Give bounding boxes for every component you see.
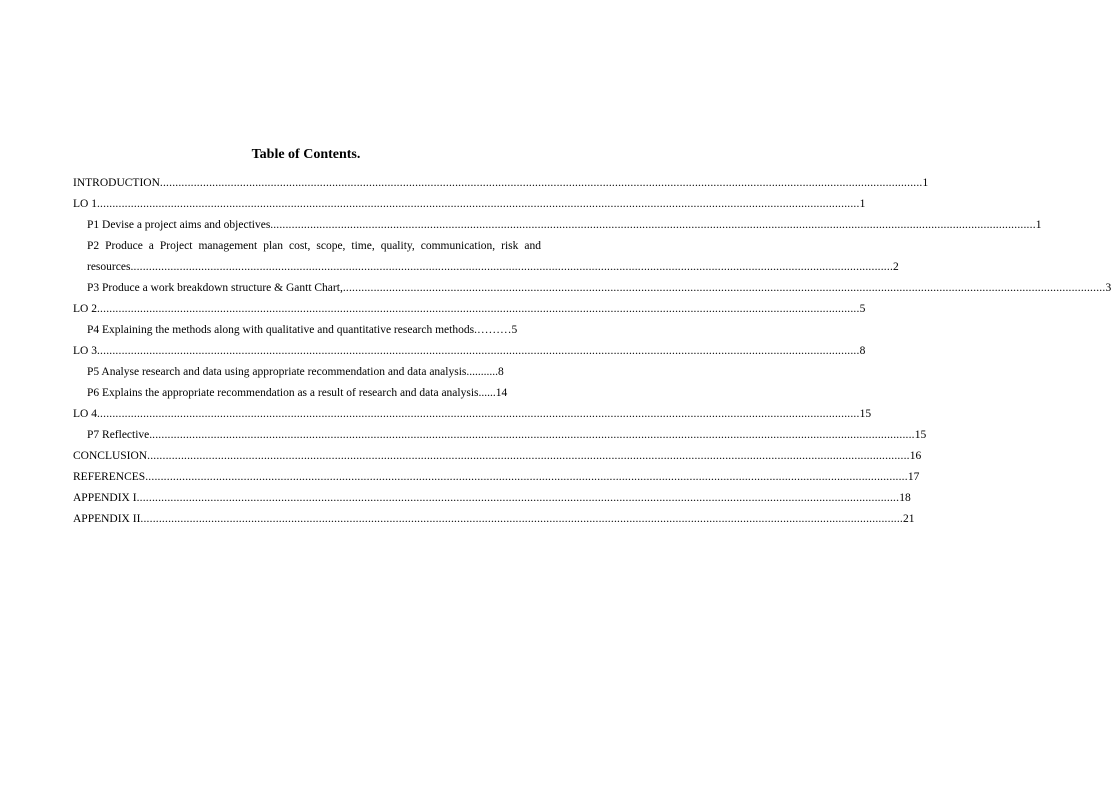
toc-entry-introduction[interactable] (73, 175, 929, 196)
toc-entry-p3[interactable] (87, 280, 1111, 301)
toc-entry-label: P3 Produce a work breakdown structure & Gantt Chart, (87, 282, 343, 294)
dot-leader (152, 427, 915, 444)
dot-leader (140, 511, 903, 528)
dot-leader (97, 343, 860, 360)
toc-entry-p2-line2[interactable] (87, 259, 899, 280)
dot-leader (145, 469, 908, 486)
toc-entry-p4[interactable] (87, 322, 541, 343)
dot-leader (273, 217, 1036, 234)
toc-page-number: 14 (495, 387, 508, 399)
toc-entry-lo3[interactable] (73, 343, 866, 364)
toc-entry-p7[interactable] (87, 427, 927, 448)
toc-entry-lo2[interactable] (73, 301, 866, 322)
toc-entry-label: APPENDIX I (73, 492, 137, 504)
toc-entry-label: P2 Produce a Project management plan cost, scope, time, quality, communication, risk and (87, 240, 541, 252)
toc-entry-label: INTRODUCTION (73, 177, 160, 189)
toc-entry-label: LO 4 (73, 408, 97, 420)
toc-page-number: 8 (859, 345, 866, 357)
toc-entry-label: LO 2 (73, 303, 97, 315)
toc-page-number: 21 (903, 513, 915, 525)
toc-leader-text: ..... (481, 387, 496, 399)
toc-entry-conclusion[interactable] (73, 448, 922, 469)
toc-entry-label: APPENDIX II (73, 513, 141, 525)
toc-page-number: 1 (1035, 219, 1042, 231)
toc-page-number: 2 (893, 261, 899, 273)
toc-entry-label: P4 Explaining the methods along with qualitative and quantitative research methods. (87, 324, 477, 336)
dot-leader (160, 175, 923, 192)
toc-title: Table of Contents. (251, 147, 361, 162)
toc-page-number: 1 (859, 198, 866, 210)
toc-page-number: 1 (922, 177, 929, 189)
toc-entry-label: REFERENCES (73, 471, 146, 483)
dot-leader (343, 280, 1106, 297)
toc-entry-p2-line1[interactable] (87, 238, 541, 259)
toc-entry-references[interactable] (73, 469, 920, 490)
toc-page-number: 17 (907, 471, 920, 483)
toc-entry-label: CONCLUSION (73, 450, 148, 462)
toc-entry-p5[interactable] (87, 364, 541, 385)
dot-leader (147, 448, 910, 465)
dot-leader (97, 196, 860, 213)
toc-entry-label: P6 Explains the appropriate recommendation as a result of research and data analysis. (87, 387, 482, 399)
toc-entry-label: LO 1 (73, 198, 97, 210)
toc-entry-appendix-i[interactable] (73, 490, 911, 511)
toc-page-number: 18 (899, 492, 911, 504)
toc-page-number: 5 (511, 324, 518, 336)
toc-entry-label: P7 Reflective. (87, 429, 153, 441)
toc-leader-text: .......... (469, 366, 498, 378)
toc-entry-label: P1 Devise a project aims and objectives. (87, 219, 274, 231)
toc-page-number: 3 (1105, 282, 1111, 294)
toc-entry-label: LO 3 (73, 345, 97, 357)
toc-page-number: 5 (859, 303, 866, 315)
dot-leader (97, 406, 860, 423)
toc-page-number: 8 (498, 366, 504, 378)
dot-leader (97, 301, 860, 318)
toc-page-number: 16 (909, 450, 922, 462)
toc-entry-appendix-ii[interactable] (73, 511, 915, 532)
toc-entry-label: resources (87, 261, 131, 273)
table-of-contents (73, 175, 1111, 532)
toc-entry-lo1[interactable] (73, 196, 866, 217)
toc-entry-p1[interactable] (87, 217, 1042, 238)
toc-page-number: 15 (859, 408, 872, 420)
toc-leader-text: ……… (476, 324, 512, 336)
toc-entry-label: P5 Analyse research and data using appropriate recommendation and data analysis. (87, 366, 470, 378)
toc-entry-lo4[interactable] (73, 406, 872, 427)
dot-leader (130, 259, 893, 276)
toc-entry-p6[interactable] (87, 385, 541, 406)
toc-page-number: 15 (914, 429, 927, 441)
dot-leader (137, 490, 900, 507)
